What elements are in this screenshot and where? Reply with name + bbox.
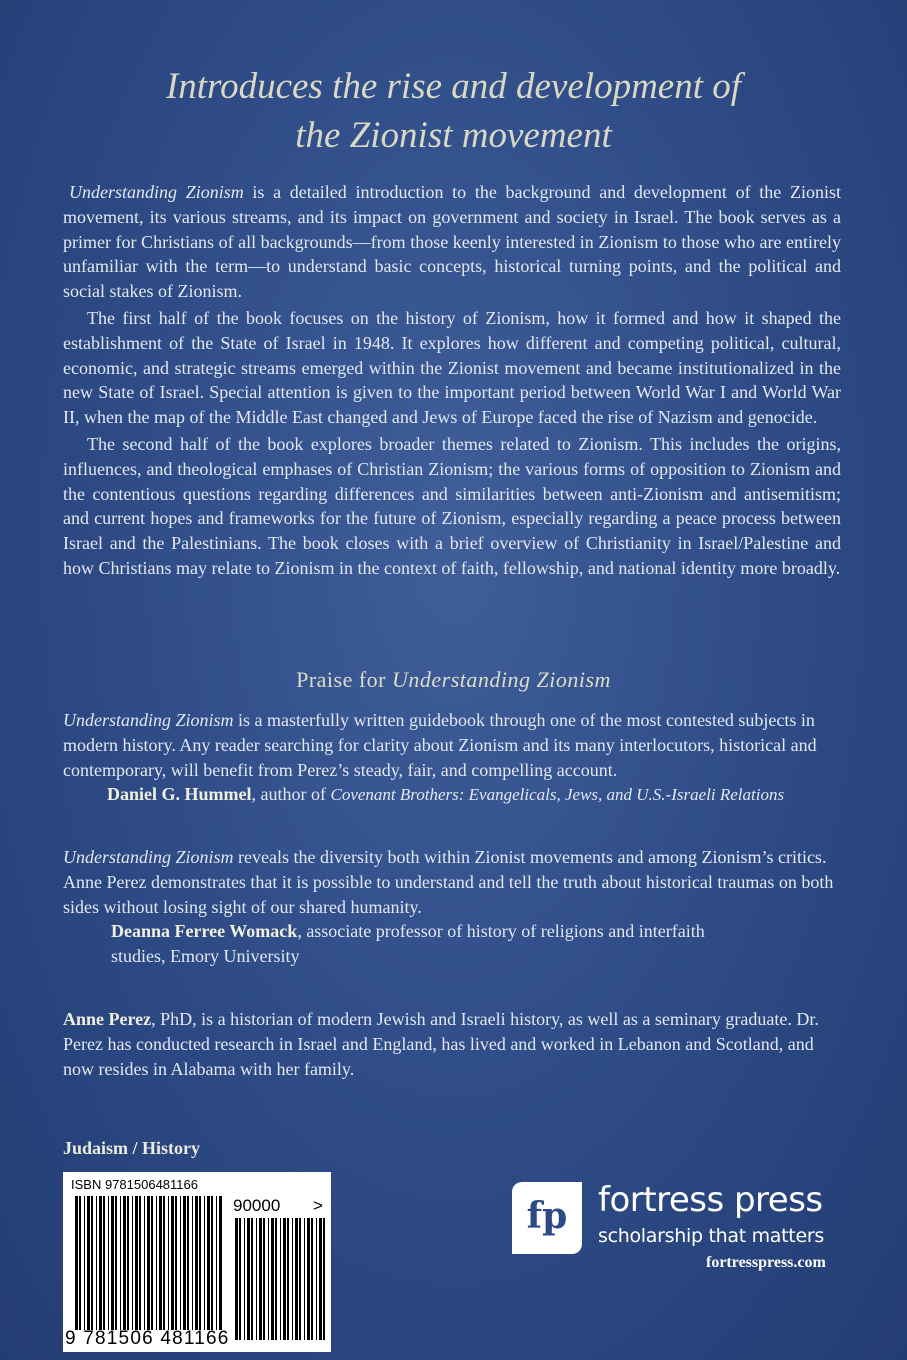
barcode-bar xyxy=(268,1218,269,1340)
barcode-bar xyxy=(111,1196,114,1330)
quote-2-book-title: Understanding Zionism xyxy=(63,847,234,867)
barcode-bar xyxy=(195,1196,198,1330)
barcode-bar xyxy=(96,1196,97,1330)
headline-line-2: the Zionist movement xyxy=(295,115,612,156)
book-title-italic: Understanding Zionism xyxy=(69,182,244,202)
barcode-bar xyxy=(120,1196,121,1330)
quote-2-author: Deanna Ferree Womack xyxy=(111,921,298,942)
quote-1-attribution xyxy=(63,782,843,808)
barcode-bar xyxy=(151,1196,153,1330)
barcode-bar xyxy=(304,1218,305,1340)
barcode-bar xyxy=(123,1196,126,1330)
barcode-bar xyxy=(311,1218,313,1340)
barcode-bar xyxy=(175,1196,177,1330)
barcode-digits: 9 781506 481166 xyxy=(65,1328,230,1349)
isbn-label: ISBN 9781506481166 xyxy=(71,1177,198,1192)
quote-1-role: , author of xyxy=(251,784,331,805)
barcode-bar xyxy=(207,1196,210,1330)
quote-1-author: Daniel G. Hummel xyxy=(107,784,252,805)
book-description xyxy=(63,180,841,581)
barcode-addon: 90000 xyxy=(233,1196,281,1215)
quote-2-role-line-1: , associate professor of history of religions and interfaith xyxy=(297,921,705,942)
barcode-graphic xyxy=(63,1172,331,1352)
barcode-bar xyxy=(168,1196,169,1330)
barcode-bar xyxy=(147,1196,150,1330)
barcode-bar xyxy=(127,1196,129,1330)
publisher-block xyxy=(512,1180,842,1290)
barcode-bar xyxy=(79,1196,81,1330)
description-paragraph-1-text: is a detailed introduction to the background and development of the Zionist movement, its various streams, and its impact on government and society in Israel. The book serves as a primer for Christians of all backgrounds—from those keenly interested in Zionism to those who are entirely unfamiliar with the term—to understand basic concepts, historical turning points, and the political and social stakes of Zionism. xyxy=(63,182,841,302)
barcode-bar xyxy=(84,1196,85,1330)
quote-1-text: is a masterfully written guidebook through one of the most contested subjects in modern history. Any reader searching for clarity about Zionism and its many interlocutors, historical and contemporary, will benefit from Perez’s steady, fair, and compelling account. xyxy=(63,710,817,780)
quote-1-book-title: Understanding Zionism xyxy=(63,710,234,730)
barcode-bar xyxy=(192,1196,193,1330)
quote-2-role-line-2: studies, Emory University xyxy=(111,946,300,967)
barcode-panel xyxy=(63,1172,331,1352)
barcode-bar xyxy=(235,1218,238,1340)
headline xyxy=(0,62,907,160)
barcode-bar xyxy=(183,1196,186,1330)
headline-line-1: Introduces the rise and development of xyxy=(165,66,742,107)
barcode-bar xyxy=(283,1218,286,1340)
barcode-bar xyxy=(171,1196,174,1330)
praise-quote-1 xyxy=(63,708,843,808)
barcode-bar xyxy=(135,1196,138,1330)
barcode-bar xyxy=(132,1196,133,1330)
barcode-bar xyxy=(199,1196,201,1330)
barcode-bar xyxy=(287,1218,289,1340)
barcode-bar xyxy=(271,1218,274,1340)
barcode-bar xyxy=(139,1196,141,1330)
barcode-addon-arrow: > xyxy=(313,1196,323,1215)
description-paragraph-1 xyxy=(63,180,841,304)
praise-heading-title: Understanding Zionism xyxy=(392,667,611,692)
barcode-bar xyxy=(259,1218,262,1340)
publisher-logo: fp xyxy=(512,1182,582,1254)
author-bio xyxy=(63,1007,843,1082)
barcode-bar xyxy=(251,1218,253,1340)
barcode-bar xyxy=(263,1218,265,1340)
quote-2-attribution xyxy=(63,919,843,944)
barcode-bar xyxy=(115,1196,117,1330)
barcode-bar xyxy=(247,1218,250,1340)
bio-author-name: Anne Perez xyxy=(63,1009,152,1029)
barcode-bar xyxy=(256,1218,257,1340)
praise-heading-prefix: Praise for xyxy=(296,667,392,692)
barcode-bar xyxy=(144,1196,145,1330)
barcode-bar xyxy=(299,1218,301,1340)
barcode-bar xyxy=(275,1218,277,1340)
barcode-bar xyxy=(187,1196,189,1330)
bio-text: , PhD, is a historian of modern Jewish and Israeli history, as well as a seminary graduate. Dr. Perez has conducted research in Israel and England, has lived and worked in Lebanon and Scotland, and now resides in Alabama with her family. xyxy=(63,1009,819,1079)
praise-quote-2 xyxy=(63,845,843,969)
barcode-bar xyxy=(319,1218,322,1340)
description-paragraph-2: The first half of the book focuses on the history of Zionism, how it formed and how it shaped the establishment of the State of Israel in 1948. It explores how different and competing political, cultural, economic, and strategic streams emerged within the Zionist movement and became institutionalized in the new State of Israel. Special attention is given to the important period between World War I and World War II, when the map of the Middle East changed and Jews of Europe faced the rise of Nazism and genocide. xyxy=(63,307,841,428)
barcode-bar xyxy=(323,1218,325,1340)
publisher-name: fortress press xyxy=(598,1180,823,1220)
barcode-bar xyxy=(99,1196,102,1330)
barcode-bar xyxy=(180,1196,181,1330)
subject-category: Judaism / History xyxy=(63,1138,201,1158)
barcode-bar xyxy=(211,1196,213,1330)
praise-heading xyxy=(0,667,907,693)
publisher-tagline: scholarship that matters xyxy=(598,1225,824,1247)
quote-1-role-book: Covenant Brothers: Evangelicals, Jews, and U.S.-Israeli Relations xyxy=(330,785,785,805)
barcode-bar xyxy=(219,1196,222,1330)
barcode-bar xyxy=(316,1218,317,1340)
description-paragraph-3: The second half of the book explores broader themes related to Zionism. This includes the origins, influences, and theological emphases of Christian Zionism; the various forms of opposition to Zionism and the contentious questions regarding differences and similarities between anti-Zionism and antisemitism; and current hopes and frameworks for the future of Zionism, especially regarding a peace process between Israel and the Palestinians. The book closes with a brief overview of Christianity in Israel/Palestine and how Christians may relate to Zionism in the context of faith, fellowship, and national identity more broadly. xyxy=(63,433,841,578)
barcode-bar xyxy=(292,1218,293,1340)
quote-2-text: reveals the diversity both within Zionist movements and among Zionism’s critics. Anne Perez demonstrates that it is possible to understand and tell the truth about historical traumas on both sides without losing sight of our shared humanity. xyxy=(63,847,834,917)
barcode-bar xyxy=(108,1196,109,1330)
barcode-bar xyxy=(103,1196,105,1330)
barcode-bar xyxy=(91,1196,93,1330)
barcode-bar xyxy=(163,1196,165,1330)
barcode-bar xyxy=(244,1218,245,1340)
barcode-bar xyxy=(87,1196,90,1330)
barcode-bar xyxy=(239,1218,241,1340)
publisher-website: fortresspress.com xyxy=(706,1254,826,1271)
barcode-bar xyxy=(216,1196,217,1330)
barcode-bar xyxy=(295,1218,298,1340)
barcode-bar xyxy=(307,1218,310,1340)
barcode-bar xyxy=(280,1218,281,1340)
barcode-bar xyxy=(75,1196,78,1330)
barcode-bar xyxy=(159,1196,162,1330)
barcode-bar xyxy=(156,1196,157,1330)
barcode-bar xyxy=(204,1196,205,1330)
